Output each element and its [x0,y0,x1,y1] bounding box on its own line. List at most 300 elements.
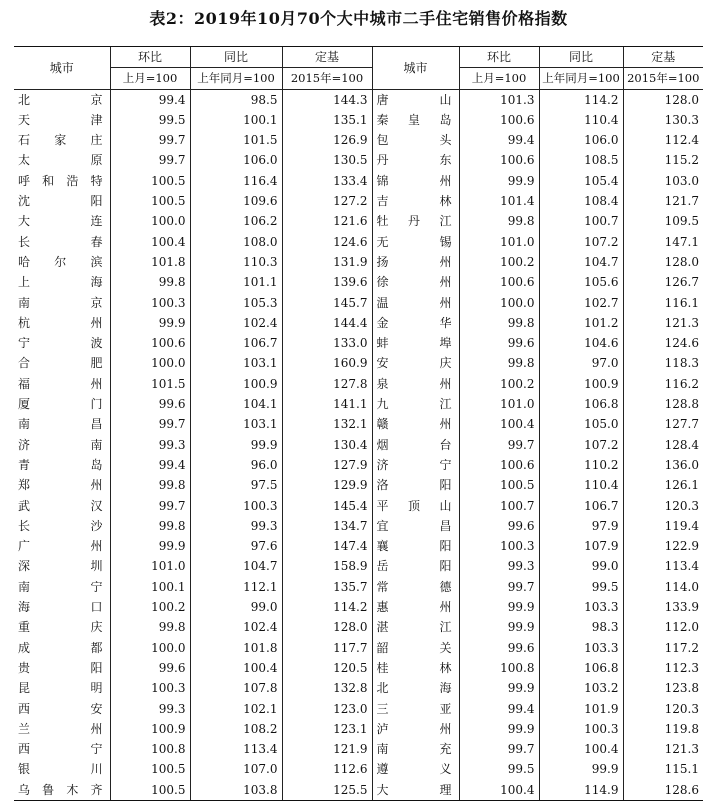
cell-yoy-left: 108.2 [190,719,282,739]
cell-city-right: 扬 州 [372,252,459,272]
cell-city-right: 唐 山 [372,89,459,110]
cell-city-left: 广 州 [18,539,103,554]
cell-city-right: 常 德 [372,577,459,597]
cell-fixed-right: 120.3 [623,496,703,516]
cell-yoy-right: 103.3 [539,597,623,617]
cell-mom-right: 101.0 [459,394,539,414]
cell-yoy-right: 108.5 [539,150,623,170]
cell-city-right: 蚌 埠 [372,333,459,353]
cell-mom-right: 101.4 [459,191,539,211]
cell-fixed-left: 139.6 [282,272,372,292]
cell-yoy-left: 113.4 [190,739,282,759]
cell-mom-left: 100.9 [110,719,190,739]
cell-fixed-right: 118.3 [623,353,703,373]
table-row [14,617,703,637]
header-mom-right: 环比 [459,47,539,68]
subheader-yoy-right: 上年同月=100 [539,68,623,89]
cell-city-left: 南 京 [18,295,103,310]
cell-mom-left: 99.8 [110,516,190,536]
cell-mom-left: 100.5 [110,191,190,211]
cell-fixed-right: 128.6 [623,780,703,801]
cell-city-right: 泸 州 [372,719,459,739]
cell-yoy-right: 99.5 [539,577,623,597]
price-index-table [14,46,703,801]
cell-city-left: 北 京 [18,92,103,107]
table-row [14,475,703,495]
cell-mom-right: 100.6 [459,110,539,130]
cell-city-right: 九 江 [372,394,459,414]
cell-city-left: 沈 阳 [18,194,103,209]
cell-yoy-left: 106.0 [190,150,282,170]
table-row [14,414,703,434]
cell-yoy-left: 97.6 [190,536,282,556]
cell-mom-right: 99.9 [459,719,539,739]
cell-yoy-left: 107.8 [190,678,282,698]
cell-city-right: 无 锡 [372,232,459,252]
cell-yoy-right: 103.2 [539,678,623,698]
cell-yoy-left: 101.5 [190,130,282,150]
cell-yoy-right: 105.0 [539,414,623,434]
cell-mom-right: 100.4 [459,780,539,801]
cell-city-right: 丹 东 [372,150,459,170]
cell-fixed-left: 134.7 [282,516,372,536]
cell-mom-left: 100.0 [110,638,190,658]
cell-yoy-left: 100.9 [190,374,282,394]
cell-city-right: 温 州 [372,293,459,313]
cell-mom-left: 100.5 [110,780,190,801]
cell-mom-right: 99.5 [459,759,539,779]
cell-city-right: 韶 关 [372,638,459,658]
cell-fixed-left: 120.5 [282,658,372,678]
cell-city-left: 海 口 [18,600,103,615]
cell-fixed-left: 144.4 [282,313,372,333]
cell-yoy-right: 106.8 [539,394,623,414]
cell-mom-left: 101.8 [110,252,190,272]
header-mom-left: 环比 [110,47,190,68]
cell-yoy-left: 97.5 [190,475,282,495]
cell-mom-left: 99.5 [110,110,190,130]
cell-fixed-left: 131.9 [282,252,372,272]
table-row [14,211,703,231]
cell-city-left: 武 汉 [18,498,103,513]
table-row [14,313,703,333]
table-row [14,759,703,779]
cell-mom-right: 99.7 [459,577,539,597]
cell-city-left: 南 昌 [18,417,103,432]
cell-fixed-right: 115.1 [623,759,703,779]
cell-yoy-left: 101.1 [190,272,282,292]
cell-yoy-left: 112.1 [190,577,282,597]
cell-yoy-right: 104.7 [539,252,623,272]
cell-yoy-right: 114.9 [539,780,623,801]
cell-yoy-right: 110.2 [539,455,623,475]
cell-fixed-right: 124.6 [623,333,703,353]
table-row [14,536,703,556]
subheader-fixed-left: 2015年=100 [282,68,372,89]
cell-city-right: 泉 州 [372,374,459,394]
cell-yoy-left: 108.0 [190,232,282,252]
cell-mom-left: 99.4 [110,89,190,110]
cell-fixed-right: 112.3 [623,658,703,678]
cell-mom-left: 99.8 [110,475,190,495]
table-row [14,89,703,110]
cell-city-left: 青 岛 [18,457,103,472]
cell-city-left: 济 南 [18,437,103,452]
cell-fixed-right: 126.1 [623,475,703,495]
table-row [14,110,703,130]
cell-yoy-left: 103.8 [190,780,282,801]
cell-city-right: 大 理 [372,780,459,801]
cell-mom-right: 100.6 [459,455,539,475]
cell-yoy-right: 114.2 [539,89,623,110]
table-row [14,577,703,597]
cell-fixed-right: 103.0 [623,171,703,191]
cell-fixed-right: 121.3 [623,739,703,759]
cell-yoy-right: 108.4 [539,191,623,211]
header-city-right: 城市 [372,47,459,90]
cell-fixed-right: 122.9 [623,536,703,556]
cell-city-left: 大 连 [18,214,103,229]
cell-yoy-left: 102.1 [190,699,282,719]
cell-yoy-right: 100.4 [539,739,623,759]
cell-yoy-left: 107.0 [190,759,282,779]
cell-mom-right: 99.7 [459,739,539,759]
cell-city-right: 湛 江 [372,617,459,637]
cell-fixed-left: 160.9 [282,353,372,373]
cell-fixed-right: 116.1 [623,293,703,313]
cell-fixed-left: 145.7 [282,293,372,313]
cell-city-right: 南 充 [372,739,459,759]
header-yoy-left: 同比 [190,47,282,68]
cell-fixed-left: 130.4 [282,435,372,455]
cell-mom-left: 101.0 [110,556,190,576]
cell-city-left: 石家庄 [18,133,103,148]
cell-yoy-right: 110.4 [539,110,623,130]
cell-fixed-left: 158.9 [282,556,372,576]
cell-yoy-right: 100.3 [539,719,623,739]
table-row [14,171,703,191]
cell-fixed-left: 123.1 [282,719,372,739]
cell-mom-left: 99.7 [110,414,190,434]
table-row [14,638,703,658]
cell-city-right: 安 庆 [372,353,459,373]
cell-city-right: 北 海 [372,678,459,698]
table-row [14,150,703,170]
cell-mom-right: 100.2 [459,374,539,394]
cell-yoy-left: 100.1 [190,110,282,130]
cell-fixed-left: 133.0 [282,333,372,353]
cell-mom-right: 100.6 [459,272,539,292]
cell-mom-right: 99.8 [459,353,539,373]
cell-fixed-left: 124.6 [282,232,372,252]
cell-yoy-right: 99.0 [539,556,623,576]
cell-fixed-left: 144.3 [282,89,372,110]
table-row [14,658,703,678]
cell-yoy-left: 103.1 [190,414,282,434]
cell-mom-right: 99.4 [459,130,539,150]
cell-mom-left: 100.0 [110,211,190,231]
cell-city-right: 吉 林 [372,191,459,211]
cell-mom-right: 100.5 [459,475,539,495]
cell-city-right: 平顶山 [372,496,459,516]
cell-yoy-right: 107.2 [539,232,623,252]
cell-yoy-right: 97.9 [539,516,623,536]
cell-fixed-right: 117.2 [623,638,703,658]
cell-city-right: 济 宁 [372,455,459,475]
cell-city-right: 岳 阳 [372,556,459,576]
cell-yoy-right: 103.3 [539,638,623,658]
table-row [14,678,703,698]
cell-city-left: 昆 明 [18,681,103,696]
cell-mom-left: 99.4 [110,455,190,475]
cell-city-right: 惠 州 [372,597,459,617]
cell-fixed-right: 123.8 [623,678,703,698]
header-city-left: 城市 [14,47,110,90]
cell-fixed-right: 127.7 [623,414,703,434]
cell-mom-left: 99.6 [110,658,190,678]
table-row [14,333,703,353]
cell-fixed-right: 109.5 [623,211,703,231]
subheader-fixed-right: 2015年=100 [623,68,703,89]
cell-fixed-right: 112.0 [623,617,703,637]
subheader-mom-left: 上月=100 [110,68,190,89]
cell-fixed-left: 132.1 [282,414,372,434]
cell-fixed-left: 135.7 [282,577,372,597]
subheader-yoy-left: 上年同月=100 [190,68,282,89]
cell-city-left: 成 都 [18,640,103,655]
cell-mom-left: 100.5 [110,759,190,779]
cell-mom-right: 99.6 [459,333,539,353]
cell-fixed-left: 127.9 [282,455,372,475]
table-row [14,719,703,739]
cell-yoy-right: 106.0 [539,130,623,150]
cell-mom-right: 100.3 [459,536,539,556]
table-row [14,699,703,719]
cell-mom-left: 99.9 [110,536,190,556]
cell-city-left: 郑 州 [18,478,103,493]
cell-city-left: 银 川 [18,762,103,777]
cell-city-left: 长 春 [18,234,103,249]
cell-yoy-left: 109.6 [190,191,282,211]
cell-city-right: 三 亚 [372,699,459,719]
cell-fixed-left: 132.8 [282,678,372,698]
cell-city-left: 兰 州 [18,721,103,736]
cell-fixed-left: 121.9 [282,739,372,759]
cell-yoy-left: 103.1 [190,353,282,373]
cell-mom-left: 100.1 [110,577,190,597]
table-row [14,780,703,801]
cell-mom-left: 100.3 [110,293,190,313]
table-row [14,556,703,576]
cell-fixed-right: 121.3 [623,313,703,333]
cell-fixed-left: 126.9 [282,130,372,150]
cell-city-right: 宜 昌 [372,516,459,536]
cell-yoy-left: 101.8 [190,638,282,658]
cell-fixed-right: 147.1 [623,232,703,252]
cell-city-left: 杭 州 [18,315,103,330]
cell-yoy-right: 110.4 [539,475,623,495]
cell-mom-right: 99.6 [459,516,539,536]
cell-fixed-right: 112.4 [623,130,703,150]
cell-city-left: 深 圳 [18,559,103,574]
cell-mom-right: 99.4 [459,699,539,719]
cell-city-left: 重 庆 [18,620,103,635]
cell-yoy-left: 99.0 [190,597,282,617]
cell-mom-right: 99.9 [459,597,539,617]
cell-mom-left: 99.8 [110,617,190,637]
cell-fixed-left: 125.5 [282,780,372,801]
cell-mom-left: 100.5 [110,171,190,191]
cell-fixed-right: 116.2 [623,374,703,394]
cell-mom-right: 101.0 [459,232,539,252]
cell-city-left: 合 肥 [18,356,103,371]
cell-fixed-left: 121.6 [282,211,372,231]
cell-mom-right: 99.7 [459,435,539,455]
cell-city-left: 哈尔滨 [18,254,103,269]
cell-yoy-left: 106.2 [190,211,282,231]
cell-yoy-left: 99.3 [190,516,282,536]
cell-city-left: 乌鲁木齐 [14,780,110,801]
cell-yoy-right: 105.6 [539,272,623,292]
cell-fixed-left: 123.0 [282,699,372,719]
cell-fixed-right: 128.0 [623,89,703,110]
cell-yoy-right: 100.7 [539,211,623,231]
cell-yoy-left: 100.4 [190,658,282,678]
cell-city-right: 金 华 [372,313,459,333]
cell-mom-right: 99.9 [459,678,539,698]
table-row [14,435,703,455]
cell-yoy-left: 102.4 [190,313,282,333]
cell-fixed-left: 141.1 [282,394,372,414]
cell-fixed-right: 130.3 [623,110,703,130]
price-index-table-container [14,46,703,801]
cell-city-right: 秦皇岛 [372,110,459,130]
cell-city-left: 厦 门 [18,397,103,412]
header-fixed-right: 定基 [623,47,703,68]
subheader-mom-right: 上月=100 [459,68,539,89]
cell-fixed-right: 128.0 [623,252,703,272]
cell-yoy-left: 105.3 [190,293,282,313]
cell-yoy-left: 106.7 [190,333,282,353]
cell-yoy-left: 98.5 [190,89,282,110]
cell-mom-right: 99.3 [459,556,539,576]
cell-fixed-left: 145.4 [282,496,372,516]
cell-yoy-right: 106.8 [539,658,623,678]
cell-city-right: 徐 州 [372,272,459,292]
table-body [14,89,703,800]
cell-city-right: 遵 义 [372,759,459,779]
cell-yoy-left: 104.1 [190,394,282,414]
cell-yoy-right: 107.2 [539,435,623,455]
cell-fixed-left: 117.7 [282,638,372,658]
header-fixed-left: 定基 [282,47,372,68]
cell-city-right: 烟 台 [372,435,459,455]
cell-yoy-right: 97.0 [539,353,623,373]
table-row [14,516,703,536]
cell-mom-right: 99.9 [459,171,539,191]
cell-fixed-right: 133.9 [623,597,703,617]
cell-mom-left: 99.6 [110,394,190,414]
table-row [14,739,703,759]
cell-mom-left: 100.6 [110,333,190,353]
table-row [14,272,703,292]
cell-fixed-left: 128.0 [282,617,372,637]
cell-city-left: 福 州 [18,376,103,391]
cell-mom-right: 99.6 [459,638,539,658]
cell-fixed-right: 115.2 [623,150,703,170]
cell-mom-right: 100.4 [459,414,539,434]
cell-yoy-right: 101.9 [539,699,623,719]
cell-mom-left: 99.8 [110,272,190,292]
cell-yoy-right: 102.7 [539,293,623,313]
cell-yoy-right: 98.3 [539,617,623,637]
cell-mom-left: 100.4 [110,232,190,252]
table-row [14,130,703,150]
cell-city-right: 赣 州 [372,414,459,434]
cell-fixed-right: 128.4 [623,435,703,455]
cell-mom-left: 99.7 [110,150,190,170]
table-row [14,191,703,211]
cell-city-left: 贵 阳 [18,660,103,675]
table-row [14,232,703,252]
cell-yoy-left: 110.3 [190,252,282,272]
cell-yoy-right: 107.9 [539,536,623,556]
cell-fixed-right: 128.8 [623,394,703,414]
cell-city-right: 包 头 [372,130,459,150]
cell-fixed-left: 130.5 [282,150,372,170]
cell-city-right: 桂 林 [372,658,459,678]
cell-mom-left: 99.7 [110,130,190,150]
table-row [14,374,703,394]
cell-fixed-left: 135.1 [282,110,372,130]
cell-mom-right: 99.8 [459,211,539,231]
cell-city-left: 呼和浩特 [18,173,103,188]
cell-yoy-left: 99.9 [190,435,282,455]
cell-fixed-right: 120.3 [623,699,703,719]
table-row [14,394,703,414]
cell-mom-left: 100.2 [110,597,190,617]
cell-yoy-left: 104.7 [190,556,282,576]
cell-city-left: 天 津 [18,112,103,127]
cell-yoy-right: 101.2 [539,313,623,333]
cell-yoy-left: 100.3 [190,496,282,516]
cell-fixed-left: 114.2 [282,597,372,617]
cell-yoy-right: 106.7 [539,496,623,516]
cell-mom-right: 100.2 [459,252,539,272]
table-row [14,252,703,272]
cell-city-left: 南 宁 [18,579,103,594]
table-row [14,455,703,475]
cell-city-right: 洛 阳 [372,475,459,495]
cell-mom-right: 99.8 [459,313,539,333]
table-row [14,293,703,313]
cell-fixed-left: 127.8 [282,374,372,394]
cell-city-left: 上 海 [18,275,103,290]
cell-mom-left: 99.3 [110,699,190,719]
cell-city-right: 牡丹江 [372,211,459,231]
cell-fixed-right: 114.0 [623,577,703,597]
cell-city-left: 西 安 [18,701,103,716]
cell-yoy-left: 102.4 [190,617,282,637]
cell-mom-left: 101.5 [110,374,190,394]
cell-yoy-right: 104.6 [539,333,623,353]
cell-fixed-right: 126.7 [623,272,703,292]
cell-mom-right: 100.0 [459,293,539,313]
cell-city-left: 宁 波 [18,336,103,351]
cell-fixed-left: 129.9 [282,475,372,495]
cell-mom-right: 99.9 [459,617,539,637]
cell-yoy-left: 96.0 [190,455,282,475]
